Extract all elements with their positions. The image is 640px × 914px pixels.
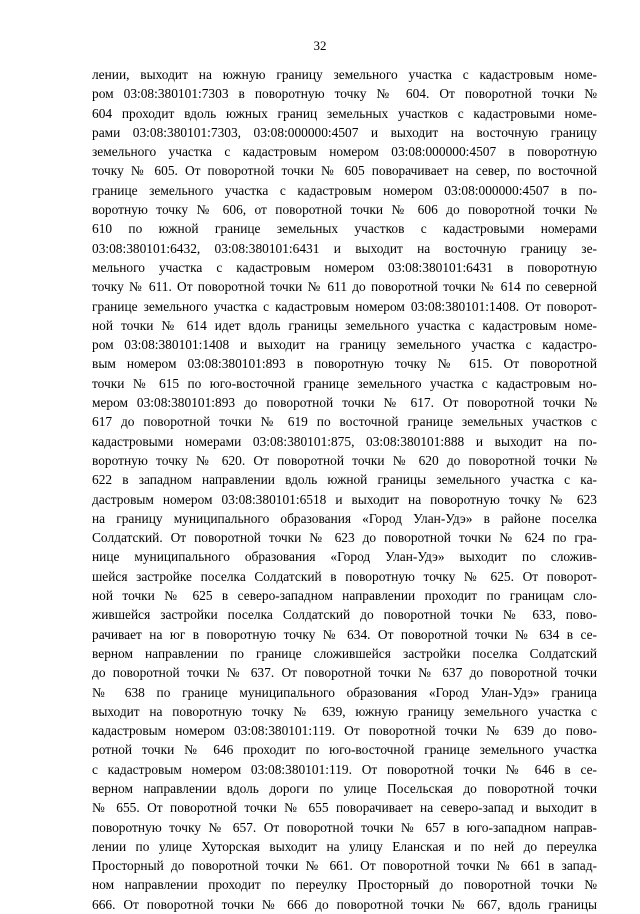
text-line: жившейся застройки поселка Солдатский до поворотной точки № 633, пово-: [92, 607, 597, 623]
text-line: кадастровым номером 03:08:380101:119. От поворотной точки № 639 до пово-: [92, 723, 597, 739]
text-line: рачивает на юг в поворотную точку № 634. От поворотной точки № 634 в се-: [92, 626, 597, 642]
text-line: с кадастровым номером 03:08:380101:119. От поворотной точки № 646 в се-: [92, 761, 597, 777]
text-line: кадастровыми номерами 03:08:380101:875, 03:08:380101:888 и выходит на по-: [92, 433, 597, 449]
text-line: шейся застройке поселка Солдатский в поворотную точку № 625. От поворот-: [92, 568, 597, 584]
text-line: 617 до поворотной точки № 619 по восточной границе земельных участков с: [92, 414, 597, 430]
text-line: ной точки № 614 идет вдоль границы земельного участка с кадастровым номе-: [92, 317, 597, 333]
text-line: воротную точку № 606, от поворотной точки № 606 до поворотной точки №: [92, 202, 597, 218]
text-line: дастровым номером 03:08:380101:6518 и выходит на поворотную точку № 623: [92, 491, 597, 507]
text-line: вым номером 03:08:380101:893 в поворотную точку № 615. От поворотной: [92, 356, 597, 372]
text-line: 666. От поворотной точки № 666 до поворотной точки № 667, вдоль границы: [92, 896, 597, 912]
text-line: точки № 615 по юго-восточной границе земельного участка с кадастровым но-: [92, 375, 597, 391]
text-line: точку № 605. От поворотной точки № 605 поворачивает на север, по восточной: [92, 163, 597, 179]
text-line: Солдатский. От поворотной точки № 623 до поворотной точки № 624 по гра-: [92, 530, 597, 546]
text-line: 610 по южной границе земельных участков с кадастровыми номерами: [92, 221, 597, 237]
text-line: лении, выходит на южную границу земельного участка с кадастровым номе-: [92, 67, 597, 82]
text-line: воротную точку № 620. От поворотной точки № 620 до поворотной точки №: [92, 452, 597, 468]
text-line: 622 в западном направлении вдоль южной границы земельного участка с ка-: [92, 472, 597, 488]
text-line: верном направлении вдоль дороги по улице Посельская до поворотной точки: [92, 780, 597, 796]
page-number: 32: [313, 38, 327, 53]
text-line: верном направлении по границе сложившейся застройки поселка Солдатский: [92, 645, 597, 661]
text-line: мером 03:08:380101:893 до поворотной точки № 617. От поворотной точки №: [92, 395, 597, 411]
text-line: рами 03:08:380101:7303, 03:08:000000:4507 и выходит на восточную границу: [92, 124, 597, 140]
text-line: ром 03:08:380101:7303 в поворотную точку № 604. От поворотной точки №: [92, 86, 597, 102]
text-line: ром 03:08:380101:1408 и выходит на границу земельного участка с кадастро-: [92, 337, 597, 353]
text-line: № 638 по границе муниципального образования «Город Улан-Удэ» граница: [92, 684, 597, 700]
text-line: ной точки № 625 в северо-западном направлении проходит по границам сло-: [92, 588, 597, 604]
text-line: границе земельного участка с кадастровым номером 03:08:380101:1408. От поворот-: [92, 298, 597, 314]
text-line: мельного участка с кадастровым номером 03:08:380101:6431 в поворотную: [92, 259, 597, 275]
text-line: до поворотной точки № 637. От поворотной точки № 637 до поворотной точки: [92, 665, 597, 681]
text-line: границе земельного участка с кадастровым номером 03:08:000000:4507 в по-: [92, 182, 597, 198]
text-line: точку № 611. От поворотной точки № 611 до поворотной точки № 614 по северной: [92, 279, 597, 295]
text-line: поворотную точку № 657. От поворотной точки № 657 в юго-западном направ-: [92, 819, 597, 835]
text-line: Просторный до поворотной точки № 661. От поворотной точки № 661 в запад-: [92, 858, 597, 874]
text-line: выходит на поворотную точку № 639, южную границу земельного участка с: [92, 703, 597, 719]
text-line: № 655. От поворотной точки № 655 поворачивает на северо-запад и выходит в: [92, 800, 597, 816]
text-line: лении по улице Хуторская выходит на улицу Еланская и по ней до переулка: [92, 838, 597, 854]
body-text: [92, 65, 597, 914]
text-line: земельного участка с кадастровым номером 03:08:000000:4507 в поворотную: [92, 144, 597, 160]
text-line: ротной точки № 646 проходит по юго-восточной границе земельного участка: [92, 742, 597, 758]
text-line: нице муниципального образования «Город Улан-Удэ» выходит по сложив-: [92, 549, 597, 565]
text-line: на границу муниципального образования «Город Улан-Удэ» в районе поселка: [92, 510, 597, 526]
text-line: 03:08:380101:6432, 03:08:380101:6431 и выходит на восточную границу зе-: [92, 240, 597, 256]
text-line: ном направлении проходит по переулку Просторный до поворотной точки №: [92, 877, 597, 893]
text-line: 604 проходит вдоль южных границ земельных участков с кадастровыми номе-: [92, 105, 597, 121]
